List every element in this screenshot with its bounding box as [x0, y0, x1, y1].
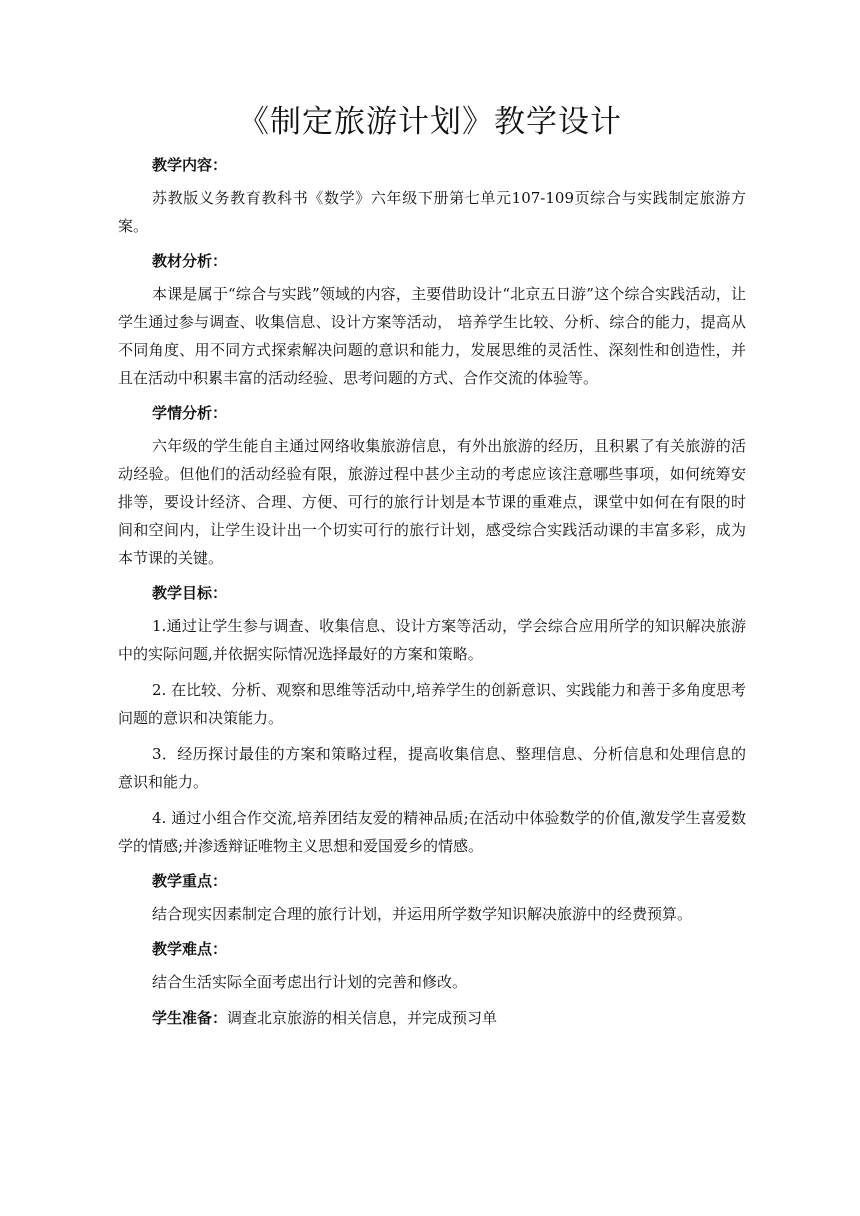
document-title: 《制定旅游计划》教学设计 — [238, 104, 622, 140]
section-heading: 教学内容： — [152, 156, 228, 174]
section-material-analysis — [118, 248, 746, 392]
section-paragraph: 苏教版义务教育教科书《数学》六年级下册第七单元107-109页综合与实践制定旅游方案。 — [118, 189, 746, 235]
student-prep-line — [118, 1004, 746, 1032]
student-prep-heading: 学生准备： — [152, 1009, 228, 1027]
goal-item: 4. 通过小组合作交流,培养团结友爱的精神品质;在活动中体验数学的价值,激发学生喜爱数学的情感;并渗透辩证唯物主义思想和爱国爱乡的情感。 — [118, 809, 746, 855]
section-key-points — [118, 868, 746, 928]
section-teaching-content — [118, 152, 746, 240]
section-difficulties — [118, 936, 746, 996]
student-prep-text: 调查北京旅游的相关信息，并完成预习单 — [227, 1009, 498, 1027]
section-heading: 教学目标： — [152, 584, 228, 602]
goal-item: 2. 在比较、分析、观察和思维等活动中,培养学生的创新意识、实践能力和善于多角度思考问题的意识和决策能力。 — [118, 681, 746, 727]
section-paragraph: 结合生活实际全面考虑出行计划的完善和修改。 — [152, 973, 468, 991]
section-heading: 教材分析： — [152, 252, 228, 270]
section-paragraph: 本课是属于“综合与实践”领域的内容，主要借助设计“北京五日游”这个综合实践活动，让学生通过参与调查、收集信息、设计方案等活动， 培养学生比较、分析、综合的能力，提高从不同角度、用不同方式探索解决问题的意识和能力，发展思维的灵活性、深刻性和创造性，并且在活动中积累丰富的活动经验、思考问题的方式、合作交流的体验等。 — [118, 285, 746, 387]
section-heading: 教学重点： — [152, 872, 228, 890]
section-teaching-goals — [118, 580, 746, 860]
section-heading: 学情分析： — [152, 404, 228, 422]
section-heading: 教学难点： — [152, 940, 228, 958]
section-student-analysis — [118, 400, 746, 572]
goal-item: 3．经历探讨最佳的方案和策略过程，提高收集信息、整理信息、分析信息和处理信息的意识和能力。 — [118, 745, 746, 791]
goal-item: 1.通过让学生参与调查、收集信息、设计方案等活动，学会综合应用所学的知识解决旅游中的实际问题,并依据实际情况选择最好的方案和策略。 — [118, 617, 746, 663]
section-paragraph: 六年级的学生能自主通过网络收集旅游信息，有外出旅游的经历，且积累了有关旅游的活动经验。但他们的活动经验有限，旅游过程中甚少主动的考虑应该注意哪些事项，如何统筹安排等，要设计经济、合理、方便、可行的旅行计划是本节课的重难点，课堂中如何在有限的时间和空间内，让学生设计出一个切实可行的旅行计划，感受综合实践活动课的丰富多彩，成为本节课的关键。 — [118, 437, 746, 567]
section-paragraph: 结合现实因素制定合理的旅行计划，并运用所学数学知识解决旅游中的经费预算。 — [152, 905, 693, 923]
document-body — [118, 152, 746, 1040]
